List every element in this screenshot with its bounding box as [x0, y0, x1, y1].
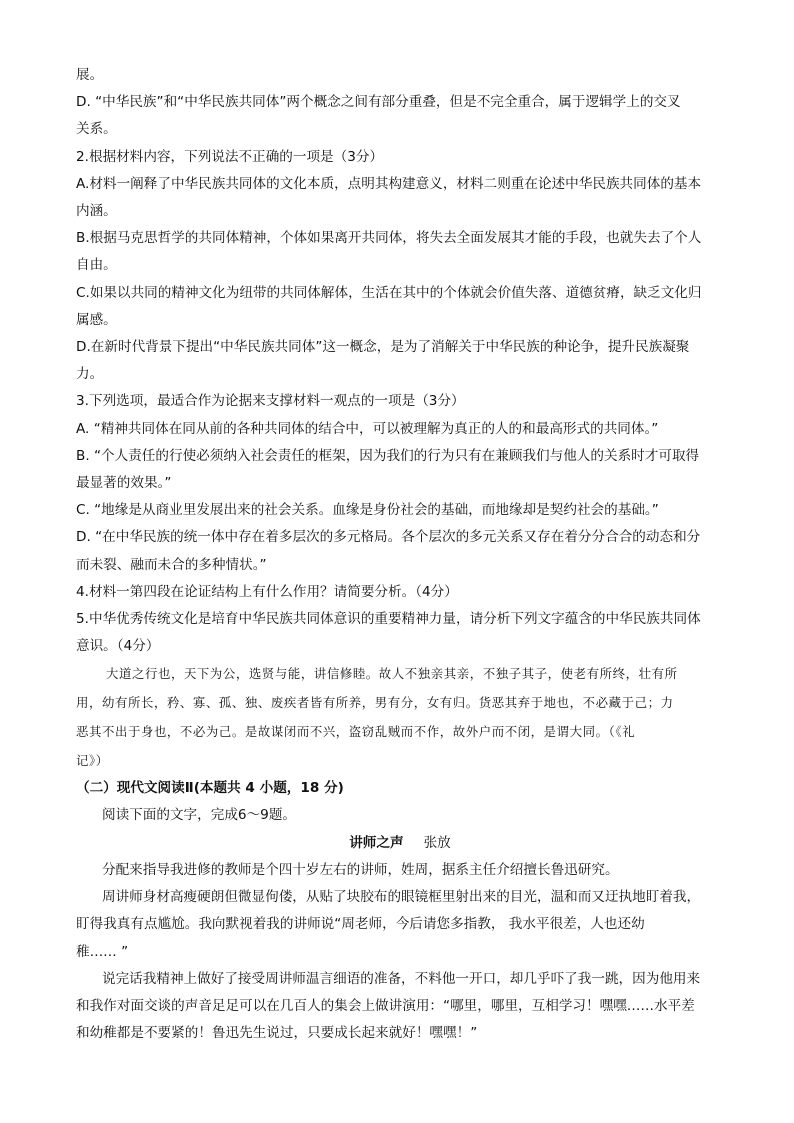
section-heading: （二）现代文阅读Ⅱ(本题共 4 小题，18 分) — [76, 780, 344, 797]
section-instruction: 阅读下面的文字，完成6～9题。 — [102, 807, 297, 824]
option-b-line: B.根据马克思哲学的共同体精神，个体如果离开共同体，将失去全面发展其才能的手段，也就失去了个人 — [76, 230, 702, 247]
option-c-line: C. “地缘是从商业里发展出来的社会关系。血缘是身份社会的基础，而地缘却是契约社会的基础。” — [76, 502, 659, 519]
story-line: 和我作对面交谈的声音足足可以在几百人的集会上做讲演用：“哪里，哪里，互相学习！嘿嘿……水平差 — [76, 997, 695, 1014]
story-line: 和幼稚都是不要紧的！鲁迅先生说过，只要成长起来就好！嘿嘿！” — [76, 1025, 478, 1042]
story-author: 张放 — [423, 834, 451, 851]
text-line: 自由。 — [76, 257, 117, 274]
option-d-line: D. “中华民族”和“中华民族共同体”两个概念之间有部分重叠，但是不完全重合，属于逻辑学上的交叉 — [76, 94, 681, 111]
document-page — [76, 62, 724, 1047]
text-line: 展。 — [76, 67, 104, 83]
option-d-line: D. “在中华民族的统一体中存在着多层次的多元格局。各个层次的多元关系又存在着分分合合的动态和分 — [76, 529, 701, 546]
text-line: 最显著的效果。” — [76, 475, 172, 492]
story-line: 盯得我真有点尴尬。我向默视着我的讲师说“周老师，今后请您多指教， 我水平很差，人也还幼 — [76, 916, 645, 933]
question-2: 2.根据材料内容，下列说法不正确的一项是（3分） — [76, 148, 384, 165]
question-3: 3.下列选项，最适合作为论据来支撑材料一观点的一项是（3分） — [76, 393, 465, 410]
option-d-line: D.在新时代背景下提出“中华民族共同体”这一概念，是为了消解关于中华民族的种论争，提升民族凝聚 — [76, 339, 690, 356]
quote-line: 大道之行也，天下为公，选贤与能，讲信修睦。故人不独亲其亲，不独子其子，使老有所终，壮有所 — [106, 666, 678, 682]
text-line: 力。 — [76, 366, 104, 383]
option-b-line: B. “个人责任的行使必须纳入社会责任的框架，因为我们的行为只有在兼顾我们与他人的关系时才可取得 — [76, 447, 700, 464]
story-line: 说完话我精神上做好了接受周讲师温言细语的准备，不料他一开口，却几乎吓了我一跳，因为他用来 — [102, 970, 701, 987]
quote-line: 记》） — [76, 752, 109, 768]
text-line: 而未裂、融而未合的多种情状。” — [76, 556, 267, 573]
story-title: 讲师之声 — [349, 834, 404, 851]
story-line: 分配来指导我进修的教师是个四十岁左右的讲师，姓周，据系主任介绍擅长鲁迅研究。 — [102, 861, 619, 878]
question-5: 5.中华优秀传统文化是培育中华民族共同体意识的重要精神力量，请分析下列文字蕴含的中华民族共同体 — [76, 611, 701, 628]
text-line: 关系。 — [76, 121, 117, 138]
quote-line: 用，幼有所长，矜、寡、孤、独、废疾者皆有所养，男有分，女有归。货恶其弃于地也，不必藏于己；力 — [76, 695, 674, 711]
option-c-line: C.如果以共同的精神文化为纽带的共同体解体，生活在其中的个体就会价值失落、道德贫瘠，缺乏文化归 — [76, 284, 702, 301]
question-4: 4.材料一第四段在论证结构上有什么作用？请简要分析。（4分） — [76, 583, 458, 600]
option-a-line: A.材料一阐释了中华民族共同体的文化本质，点明其构建意义，材料二则重在论述中华民族共同体的基本 — [76, 175, 702, 192]
story-line: 周讲师身材高瘦硬朗但微显佝偻，从贴了块胶布的眼镜框里射出来的目光，温和而又迂执地盯着我， — [102, 889, 701, 906]
story-title-row — [76, 830, 724, 857]
text-line: 意识。（4分） — [76, 638, 160, 655]
quote-line: 恶其不出于身也，不必为己。是故谋闭而不兴，盗窃乱贼而不作，故外户而不闭，是谓大同。（《礼 — [76, 723, 636, 739]
option-a-line: A. “精神共同体在同从前的各种共同体的结合中，可以被理解为真正的人的和最高形式的共同体。” — [76, 420, 659, 437]
text-line: 属感。 — [76, 311, 117, 328]
text-line: 内涵。 — [76, 203, 117, 220]
story-line: 稚…… ” — [76, 943, 129, 960]
